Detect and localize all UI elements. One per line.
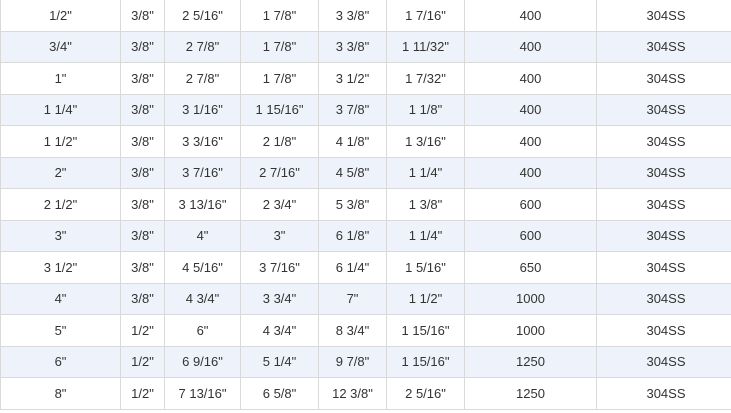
- cell-col3: 3 1/16": [165, 94, 241, 126]
- table-row: [1, 315, 731, 347]
- cell-col5: 3 3/8": [319, 31, 387, 63]
- table-row: [1, 378, 731, 410]
- cell-size: 2 1/2": [1, 189, 121, 221]
- cell-size: 5": [1, 315, 121, 347]
- table-row: [1, 157, 731, 189]
- cell-size: 8": [1, 378, 121, 410]
- cell-col2: 3/8": [121, 220, 165, 252]
- cell-material: 304SS: [597, 220, 731, 252]
- cell-col6: 1 3/16": [387, 126, 465, 158]
- cell-col3: 2 5/16": [165, 0, 241, 31]
- cell-col6: 1 1/4": [387, 220, 465, 252]
- cell-col5: 3 1/2": [319, 63, 387, 95]
- cell-size: 1 1/2": [1, 126, 121, 158]
- table-row: [1, 63, 731, 95]
- cell-col5: 8 3/4": [319, 315, 387, 347]
- cell-size: 3 1/2": [1, 252, 121, 284]
- table-row: [1, 94, 731, 126]
- cell-col4: 2 7/16": [241, 157, 319, 189]
- cell-col4: 1 15/16": [241, 94, 319, 126]
- cell-col3: 3 7/16": [165, 157, 241, 189]
- cell-col4: 1 7/8": [241, 63, 319, 95]
- cell-size: 1/2": [1, 0, 121, 31]
- table-body: [1, 0, 731, 409]
- table-row: [1, 0, 731, 31]
- cell-col2: 3/8": [121, 63, 165, 95]
- cell-material: 304SS: [597, 189, 731, 221]
- cell-col5: 9 7/8": [319, 346, 387, 378]
- cell-col7: 400: [465, 31, 597, 63]
- cell-col4: 2 1/8": [241, 126, 319, 158]
- cell-col4: 3 3/4": [241, 283, 319, 315]
- cell-material: 304SS: [597, 252, 731, 284]
- cell-col6: 1 15/16": [387, 315, 465, 347]
- cell-col6: 1 1/4": [387, 157, 465, 189]
- cell-col4: 3": [241, 220, 319, 252]
- cell-col3: 6 9/16": [165, 346, 241, 378]
- table-row: [1, 126, 731, 158]
- cell-col7: 400: [465, 157, 597, 189]
- cell-col4: 3 7/16": [241, 252, 319, 284]
- cell-material: 304SS: [597, 157, 731, 189]
- cell-col5: 12 3/8": [319, 378, 387, 410]
- cell-size: 1 1/4": [1, 94, 121, 126]
- cell-col5: 4 5/8": [319, 157, 387, 189]
- cell-size: 2": [1, 157, 121, 189]
- cell-col2: 3/8": [121, 31, 165, 63]
- cell-col7: 1250: [465, 346, 597, 378]
- cell-col2: 3/8": [121, 189, 165, 221]
- cell-col6: 1 1/2": [387, 283, 465, 315]
- cell-col3: 4 5/16": [165, 252, 241, 284]
- cell-col3: 7 13/16": [165, 378, 241, 410]
- cell-size: 1": [1, 63, 121, 95]
- cell-col4: 5 1/4": [241, 346, 319, 378]
- cell-size: 3": [1, 220, 121, 252]
- cell-col5: 3 7/8": [319, 94, 387, 126]
- cell-col2: 3/8": [121, 252, 165, 284]
- table-row: [1, 252, 731, 284]
- cell-col6: 1 5/16": [387, 252, 465, 284]
- cell-col4: 6 5/8": [241, 378, 319, 410]
- table-row: [1, 189, 731, 221]
- cell-col6: 1 1/8": [387, 94, 465, 126]
- cell-material: 304SS: [597, 126, 731, 158]
- cell-col5: 7": [319, 283, 387, 315]
- cell-col2: 3/8": [121, 94, 165, 126]
- cell-col3: 2 7/8": [165, 63, 241, 95]
- cell-material: 304SS: [597, 63, 731, 95]
- cell-col2: 1/2": [121, 315, 165, 347]
- cell-col2: 3/8": [121, 0, 165, 31]
- cell-material: 304SS: [597, 0, 731, 31]
- cell-col5: 5 3/8": [319, 189, 387, 221]
- cell-material: 304SS: [597, 346, 731, 378]
- cell-col4: 1 7/8": [241, 31, 319, 63]
- cell-col2: 1/2": [121, 378, 165, 410]
- cell-col4: 4 3/4": [241, 315, 319, 347]
- cell-size: 4": [1, 283, 121, 315]
- cell-col5: 4 1/8": [319, 126, 387, 158]
- cell-material: 304SS: [597, 94, 731, 126]
- cell-col3: 3 13/16": [165, 189, 241, 221]
- table-row: [1, 283, 731, 315]
- cell-col6: 1 7/16": [387, 0, 465, 31]
- table-row: [1, 31, 731, 63]
- cell-col6: 1 15/16": [387, 346, 465, 378]
- cell-col4: 1 7/8": [241, 0, 319, 31]
- cell-material: 304SS: [597, 378, 731, 410]
- cell-size: 3/4": [1, 31, 121, 63]
- cell-size: 6": [1, 346, 121, 378]
- cell-col7: 400: [465, 126, 597, 158]
- cell-col3: 3 3/16": [165, 126, 241, 158]
- cell-col7: 600: [465, 189, 597, 221]
- cell-col6: 1 11/32": [387, 31, 465, 63]
- cell-col7: 1000: [465, 283, 597, 315]
- cell-col6: 1 7/32": [387, 63, 465, 95]
- table-row: [1, 346, 731, 378]
- cell-col4: 2 3/4": [241, 189, 319, 221]
- cell-col2: 1/2": [121, 346, 165, 378]
- cell-col5: 6 1/4": [319, 252, 387, 284]
- cell-material: 304SS: [597, 31, 731, 63]
- cell-col3: 4 3/4": [165, 283, 241, 315]
- cell-col7: 600: [465, 220, 597, 252]
- cell-col3: 6": [165, 315, 241, 347]
- cell-col3: 2 7/8": [165, 31, 241, 63]
- cell-col7: 1250: [465, 378, 597, 410]
- cell-col6: 2 5/16": [387, 378, 465, 410]
- cell-col7: 400: [465, 63, 597, 95]
- cell-col7: 400: [465, 0, 597, 31]
- cell-col7: 650: [465, 252, 597, 284]
- cell-col2: 3/8": [121, 126, 165, 158]
- cell-col3: 4": [165, 220, 241, 252]
- cell-col5: 3 3/8": [319, 0, 387, 31]
- cell-col6: 1 3/8": [387, 189, 465, 221]
- cell-col5: 6 1/8": [319, 220, 387, 252]
- cell-material: 304SS: [597, 315, 731, 347]
- cell-col7: 400: [465, 94, 597, 126]
- cell-col7: 1000: [465, 315, 597, 347]
- cell-col2: 3/8": [121, 157, 165, 189]
- cell-col2: 3/8": [121, 283, 165, 315]
- table-row: [1, 220, 731, 252]
- cell-material: 304SS: [597, 283, 731, 315]
